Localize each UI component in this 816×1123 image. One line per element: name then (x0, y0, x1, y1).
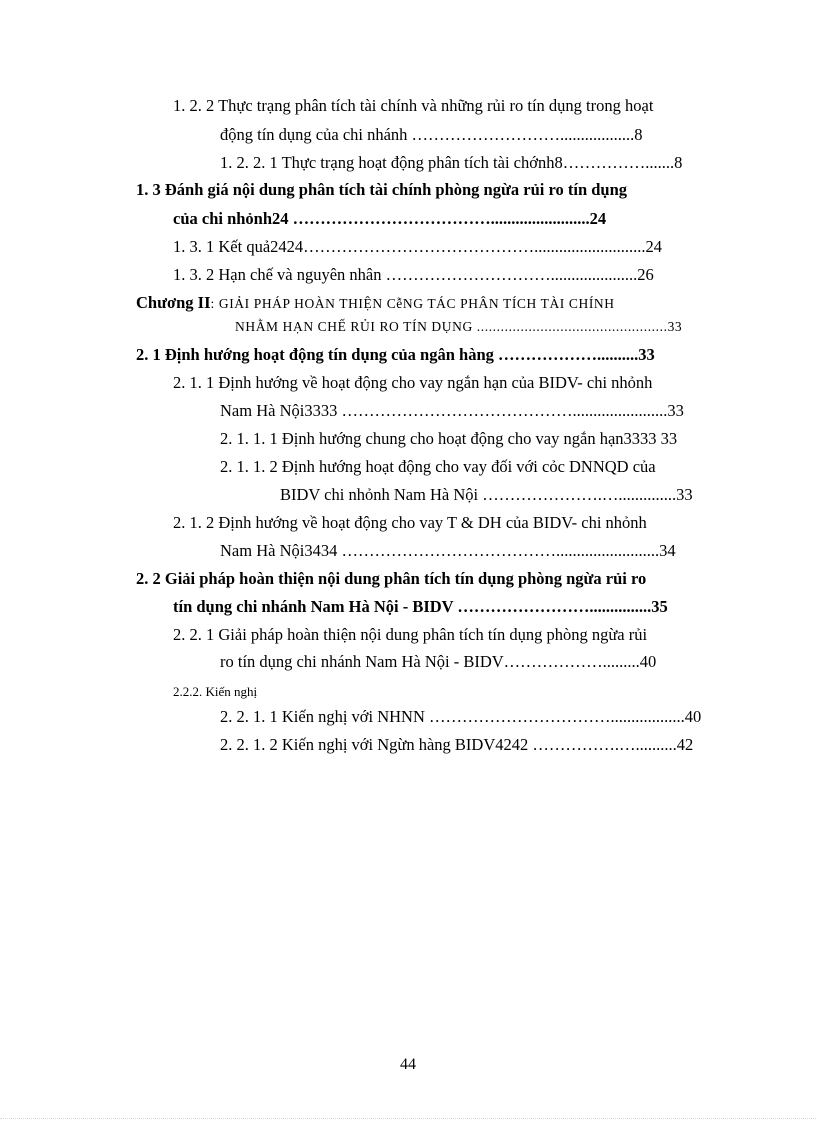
toc-entry: 2. 2. 1 Giải pháp hoàn thiện nội dung phân tích tín dụng phòng ngừa rủi (173, 625, 648, 644)
toc-entry: tín dụng chi nhánh Nam Hà Nội - BIDV ……………………...............35 (173, 597, 668, 616)
toc-entry: động tín dụng của chi nhánh ………………………..................8 (220, 125, 643, 144)
page-bottom-divider (0, 1118, 816, 1119)
toc-entry: 1. 3. 1 Kết quả2424……………………………………...........................24 (173, 237, 663, 256)
toc-chapter-heading: Chương II: GIẢI PHÁP HOÀN THIỆN CễNG TÁC PHÂN TÍCH TÀI CHÍNH (136, 293, 615, 312)
toc-entry: 2. 2. 1. 2 Kiến nghị với Ngừn hàng BIDV4242 …………….…..........42 (220, 735, 694, 754)
toc-entry: 2. 1. 2 Định hướng về hoạt động cho vay T & DH của BIDV- chi nhỏnh (173, 513, 647, 532)
toc-entry: 1. 3. 2 Hạn chế và nguyên nhân ………………………….....................26 (173, 265, 654, 284)
toc-entry: 1. 3 Đánh giá nội dung phân tích tài chính phòng ngừa rủi ro tín dụng (136, 180, 628, 199)
page-number: 44 (400, 1056, 416, 1073)
toc-entry: NHẰM HẠN CHẾ RỦI RO TÍN DỤNG ................................................33 (235, 319, 683, 334)
toc-entry: ro tín dụng chi nhánh Nam Hà Nội - BIDV……………….........40 (220, 652, 657, 671)
toc-entry: của chi nhỏnh24 ………………………………........................24 (173, 209, 607, 228)
toc-entry: 2. 1 Định hướng hoạt động tín dụng của ngân hàng ………………..........33 (136, 345, 655, 364)
toc-entry: 2. 1. 1. 2 Định hướng hoạt động cho vay đối với cỏc DNNQD của (220, 457, 656, 476)
toc-entry: 1. 2. 2. 1 Thực trạng hoạt động phân tích tài chớnh8…………….......8 (220, 153, 683, 172)
toc-entry: Nam Hà Nội3434 ………………………………….........................34 (220, 541, 676, 560)
toc-entry: 2.2.2. Kiến nghị (173, 684, 258, 699)
toc-entry: BIDV chi nhỏnh Nam Hà Nội ………………….…..............33 (280, 485, 693, 504)
toc-entry: 2. 1. 1 Định hướng về hoạt động cho vay ngắn hạn của BIDV- chi nhỏnh (173, 373, 653, 392)
toc-entry: Nam Hà Nội3333 …………………………………….......................33 (220, 401, 684, 420)
toc-entry: 2. 1. 1. 1 Định hướng chung cho hoạt động cho vay ngắn hạn3333 33 (220, 429, 678, 448)
toc-entry: 1. 2. 2 Thực trạng phân tích tài chính và những rủi ro tín dụng trong hoạt (173, 96, 654, 115)
toc-entry: 2. 2. 1. 1 Kiến nghị với NHNN ……………………………..................40 (220, 707, 702, 726)
toc-entry: 2. 2 Giải pháp hoàn thiện nội dung phân tích tín dụng phòng ngừa rủi ro (136, 569, 647, 588)
